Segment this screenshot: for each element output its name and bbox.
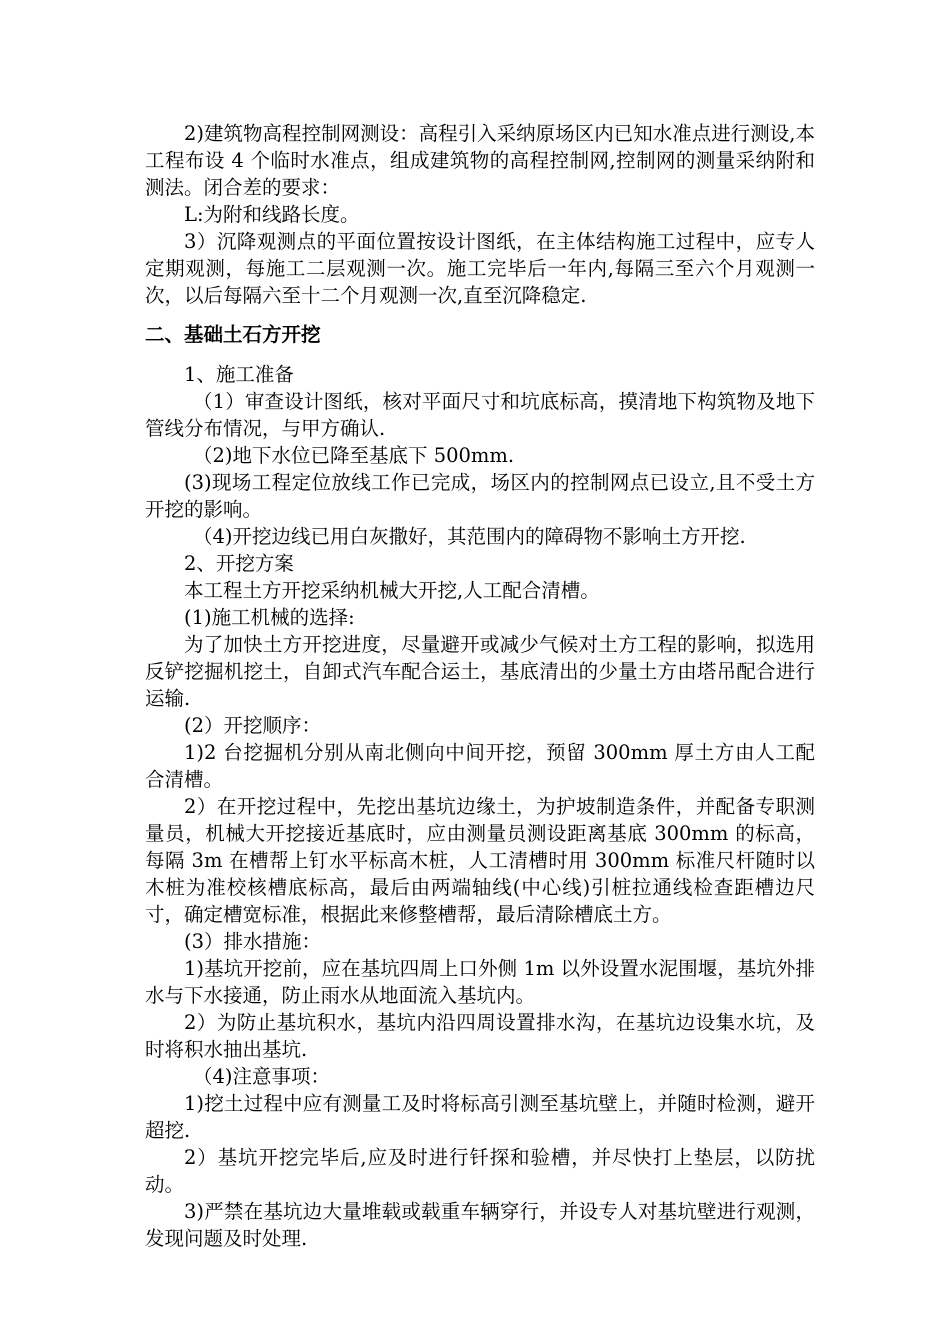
subheading-machinery: (1)施工机械的选择: (184, 606, 355, 629)
paragraph-line-length: L:为附和线路长度。 (184, 203, 360, 226)
section-heading: 二、基础土石方开挖 (145, 323, 321, 346)
subheading-precautions: （4)注意事项： (193, 1065, 331, 1088)
paragraph-sequence-2: 2）在开挖过程中，先挖出基坑边缘土，为护坡制造条件，并配备专职测量员，机械大开挖接近基底时，应由测量员测设距离基底 300mm 的标高，每隔 3m 在槽帮上钉水平标高木桩，人工清槽时用 300mm 标准尺杆随时以木桩为准校核槽底标高，最后由两端轴线(中心线)引桩拉通线检查距槽边尺寸，确定槽宽标准，根据此来修整槽帮，最后清除槽底土方。 (145, 795, 815, 926)
paragraph-precaution-1: 1)挖土过程中应有测量工及时将标高引测至基坑壁上，并随时检测，避开超挖. (145, 1092, 815, 1142)
paragraph-prep-2: （2)地下水位已降至基底下 500mm. (193, 444, 515, 467)
subheading-drainage: (3）排水措施： (184, 930, 322, 953)
paragraph-drainage-2: 2）为防止基坑积水，基坑内沿四周设置排水沟，在基坑边设集水坑，及时将积水抽出基坑. (145, 1011, 815, 1061)
subheading-construction-prep: 1、施工准备 (184, 363, 294, 386)
paragraph-prep-1: （1）审查设计图纸，核对平面尺寸和坑底标高，摸清地下构筑物及地下管线分布情况，与甲方确认. (145, 390, 815, 440)
paragraph-excavation-method: 本工程土方开挖采纳机械大开挖,人工配合清槽。 (184, 579, 600, 602)
document-page (145, 120, 815, 1252)
paragraph-precaution-2: 2）基坑开挖完毕后,应及时进行钎探和验槽，并尽快打上垫层，以防扰动。 (145, 1146, 815, 1196)
paragraph-machinery: 为了加快土方开挖进度，尽量避开或减少气候对土方工程的影响，拟选用反铲挖掘机挖土，自卸式汽车配合运土，基底清出的少量土方由塔吊配合进行运输. (145, 633, 815, 710)
paragraph-drainage-1: 1)基坑开挖前，应在基坑四周上口外侧 1m 以外设置水泥围堰，基坑外排水与下水接通，防止雨水从地面流入基坑内。 (145, 957, 815, 1007)
paragraph-sequence-1: 1)2 台挖掘机分别从南北侧向中间开挖，预留 300mm 厚土方由人工配合清槽。 (145, 741, 815, 791)
paragraph-prep-4: （4)开挖边线已用白灰撒好，其范围内的障碍物不影响土方开挖. (193, 525, 746, 548)
subheading-sequence: (2）开挖顺序： (184, 714, 322, 737)
paragraph-elevation-control: 2)建筑物高程控制网测设：高程引入采纳原场区内已知水准点进行测设,本工程布设 4 个临时水准点，组成建筑物的高程控制网,控制网的测量采纳附和测法。闭合差的要求： (145, 122, 815, 199)
paragraph-precaution-3: 3)严禁在基坑边大量堆载或载重车辆穿行，并设专人对基坑壁进行观测，发现问题及时处理. (145, 1200, 815, 1250)
subheading-excavation-plan: 2、开挖方案 (184, 552, 294, 575)
paragraph-prep-3: (3)现场工程定位放线工作已完成，场区内的控制网点已设立,且不受土方开挖的影响。 (145, 471, 815, 521)
paragraph-settlement-observation: 3）沉降观测点的平面位置按设计图纸，在主体结构施工过程中，应专人定期观测，每施工二层观测一次。施工完毕后一年内,每隔三至六个月观测一次，以后每隔六至十二个月观测一次,直至沉降稳定. (145, 230, 815, 307)
